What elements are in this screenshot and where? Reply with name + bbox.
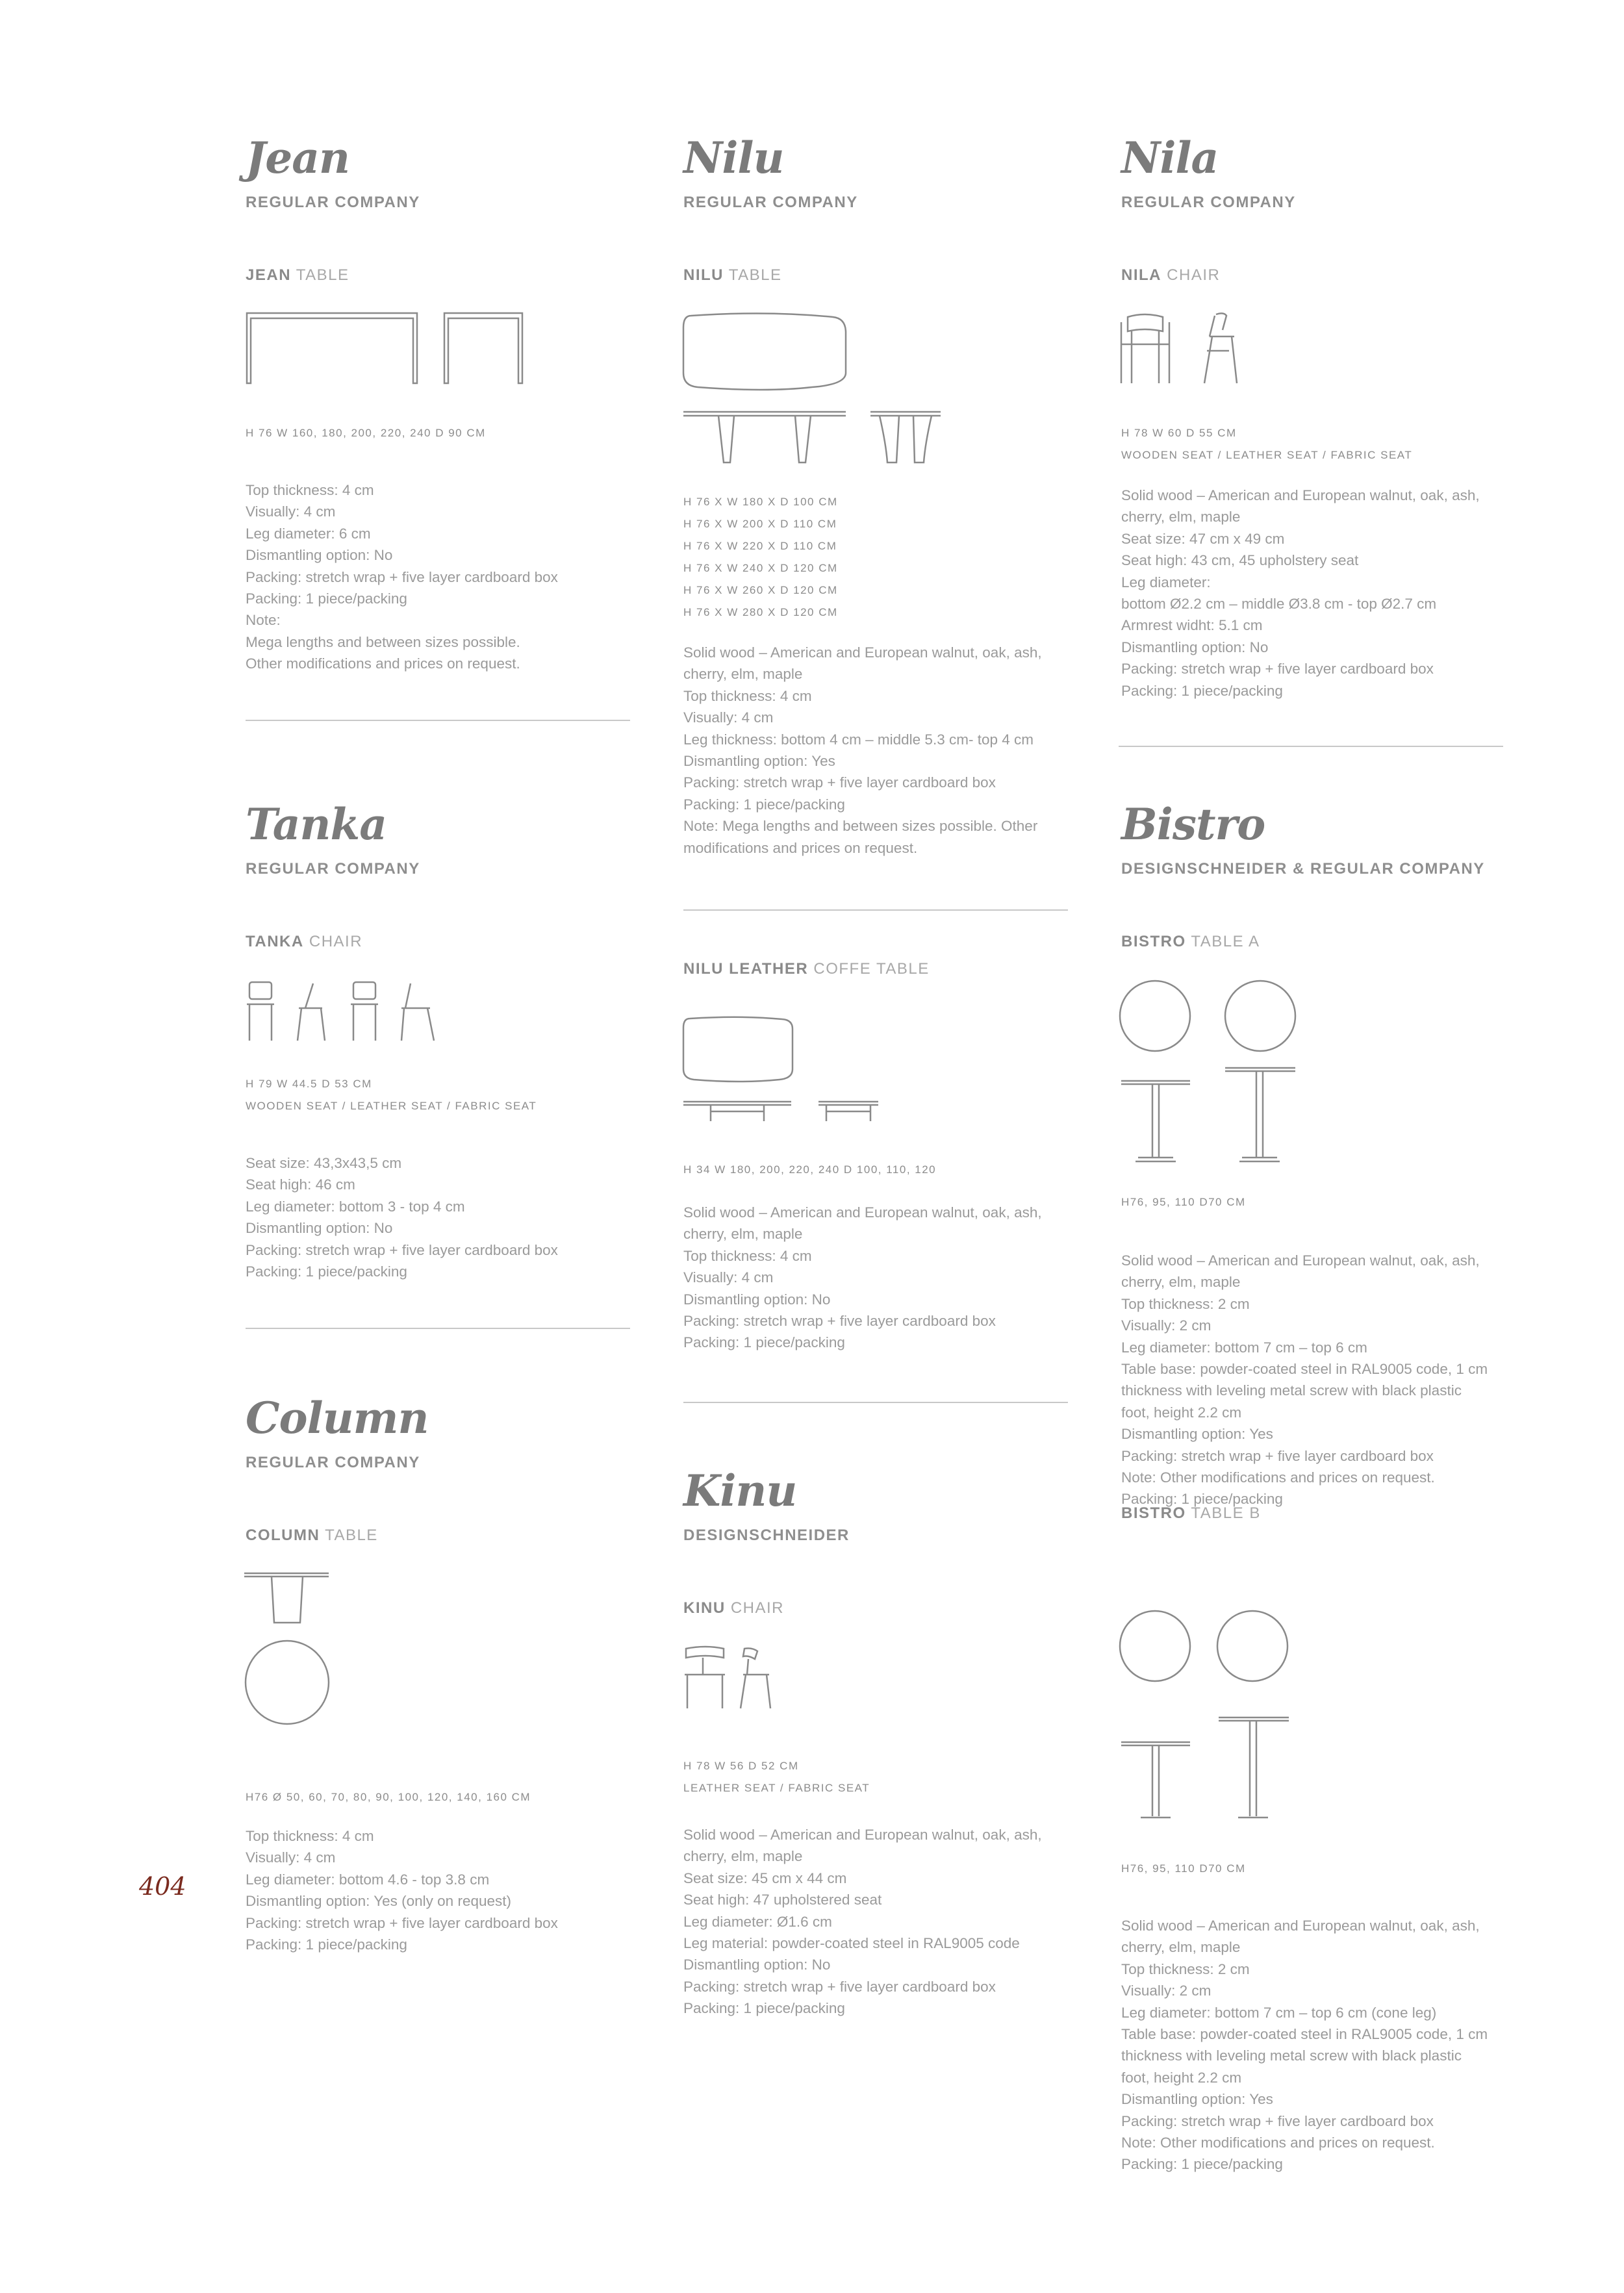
spec-line: Visually: 2 cm bbox=[1121, 1983, 1212, 1999]
spec-line: Packing: 1 piece/packing bbox=[1121, 682, 1283, 699]
dims-line: H 76 X W 280 X D 120 CM bbox=[683, 606, 838, 618]
spec-line: Top thickness: 4 cm bbox=[246, 1828, 374, 1844]
column-company: REGULAR COMPANY bbox=[246, 1454, 420, 1471]
bistro-table-a-drawing bbox=[1119, 980, 1313, 1164]
bistro-b-dims: H76, 95, 110 D70 CM bbox=[1121, 1862, 1246, 1875]
nila-product-name: NILA bbox=[1121, 266, 1161, 284]
spec-line: Table base: powder-coated steel in RAL9005 code, 1 cm bbox=[1121, 2026, 1488, 2043]
spec-line: Note: Mega lengths and between sizes possible. Other bbox=[683, 818, 1038, 835]
spec-line: modifications and prices on request. bbox=[683, 839, 918, 856]
tanka-product-type: CHAIR bbox=[303, 933, 363, 950]
nilu-leather-dims: H 34 W 180, 200, 220, 240 D 100, 110, 120 bbox=[683, 1163, 937, 1176]
kinu-title: Kinu bbox=[683, 1465, 797, 1516]
column-product-label bbox=[246, 1527, 635, 1545]
dims-line: H 76 X W 200 X D 110 CM bbox=[683, 518, 837, 530]
spec-line: Dismantling option: Yes (only on request) bbox=[246, 1893, 511, 1910]
jean-specs bbox=[246, 479, 635, 675]
spec-line: Other modifications and prices on request. bbox=[246, 655, 520, 672]
spec-line: Armrest widht: 5.1 cm bbox=[1121, 617, 1263, 634]
spec-line: Top thickness: 2 cm bbox=[1121, 1960, 1250, 1977]
nilu-product-name: NILU bbox=[683, 266, 724, 284]
nila-chair-drawing bbox=[1119, 312, 1268, 385]
spec-line: Solid wood – American and European walnut, oak, ash, bbox=[1121, 1918, 1480, 1934]
nila-product-type: CHAIR bbox=[1161, 266, 1221, 284]
dims-line: H 79 W 44.5 D 53 CM bbox=[246, 1078, 372, 1090]
spec-line: Seat high: 46 cm bbox=[246, 1176, 355, 1193]
dims-line: H 76 X W 180 X D 100 CM bbox=[683, 496, 838, 508]
spec-line: Packing: 1 piece/packing bbox=[1121, 2156, 1283, 2173]
nilu-leather-product-type: COFFE TABLE bbox=[808, 960, 930, 978]
spec-line: Packing: stretch wrap + five layer cardboard box bbox=[683, 1313, 996, 1330]
spec-line: Top thickness: 4 cm bbox=[683, 1247, 812, 1264]
dims-line: H 78 W 56 D 52 CM bbox=[683, 1760, 799, 1772]
bistro-table-b-drawing bbox=[1119, 1610, 1313, 1833]
spec-line: Packing: 1 piece/packing bbox=[1121, 1491, 1283, 1508]
nilu-dims bbox=[683, 491, 838, 624]
spec-line: Packing: stretch wrap + five layer cardboard box bbox=[1121, 2112, 1434, 2129]
tanka-specs bbox=[246, 1152, 635, 1282]
spec-line: Leg diameter: Ø1.6 cm bbox=[683, 1913, 832, 1930]
spec-line: bottom Ø2.2 cm – middle Ø3.8 cm - top Ø2.7 cm bbox=[1121, 596, 1437, 613]
spec-line: Visually: 4 cm bbox=[246, 503, 336, 520]
spec-line: Table base: powder-coated steel in RAL9005 code, 1 cm bbox=[1121, 1361, 1488, 1378]
spec-line: Leg diameter: bottom 3 - top 4 cm bbox=[246, 1198, 465, 1215]
spec-line: Leg diameter: bottom 4.6 - top 3.8 cm bbox=[246, 1871, 490, 1888]
divider-rule bbox=[683, 1402, 1068, 1403]
spec-line: Leg thickness: bottom 4 cm – middle 5.3 cm- top 4 cm bbox=[683, 731, 1034, 748]
spec-line: cherry, elm, maple bbox=[683, 1848, 803, 1865]
spec-line: Leg material: powder-coated steel in RAL9005 code bbox=[683, 1935, 1020, 1952]
nilu-product-label bbox=[683, 266, 1073, 285]
spec-line: foot, height 2.2 cm bbox=[1121, 1404, 1242, 1421]
nilu-leather-product-label bbox=[683, 960, 1073, 978]
spec-line: Solid wood – American and European walnut, oak, ash, bbox=[1121, 487, 1480, 503]
spec-line: Dismantling option: No bbox=[683, 1957, 831, 1973]
dims-line: LEATHER SEAT / FABRIC SEAT bbox=[683, 1782, 870, 1794]
nilu-product-type: TABLE bbox=[724, 266, 782, 284]
spec-line: Dismantling option: No bbox=[1121, 639, 1269, 655]
spec-line: cherry, elm, maple bbox=[1121, 1939, 1241, 1956]
spec-line: Seat size: 45 cm x 44 cm bbox=[683, 1869, 847, 1886]
bistro-a-product-name: BISTRO bbox=[1121, 933, 1186, 950]
bistro-a-specs bbox=[1121, 1250, 1537, 1510]
spec-line: Dismantling option: Yes bbox=[1121, 1426, 1273, 1443]
spec-line: cherry, elm, maple bbox=[1121, 1274, 1241, 1291]
spec-line: Visually: 4 cm bbox=[683, 709, 774, 726]
tanka-product-label bbox=[246, 933, 635, 951]
divider-rule bbox=[246, 720, 630, 721]
nilu-leather-specs bbox=[683, 1202, 1099, 1354]
kinu-chair-drawing bbox=[683, 1646, 826, 1711]
jean-product-name: JEAN bbox=[246, 266, 292, 284]
spec-line: Packing: 1 piece/packing bbox=[683, 1334, 845, 1351]
spec-line: Dismantling option: No bbox=[683, 1291, 831, 1308]
spec-line: foot, height 2.2 cm bbox=[1121, 2069, 1242, 2086]
spec-line: Leg diameter: bottom 7 cm – top 6 cm bbox=[1121, 1339, 1367, 1356]
bistro-b-product-label bbox=[1121, 1504, 1261, 1523]
kinu-company: DESIGNSCHNEIDER bbox=[683, 1527, 850, 1544]
spec-line: Top thickness: 4 cm bbox=[246, 482, 374, 498]
kinu-dims bbox=[683, 1755, 870, 1799]
kinu-product-name: KINU bbox=[683, 1599, 726, 1617]
spec-line: Note: Other modifications and prices on request. bbox=[1121, 2135, 1435, 2151]
column-table-drawing bbox=[242, 1571, 339, 1727]
jean-dims: H 76 W 160, 180, 200, 220, 240 D 90 CM bbox=[246, 427, 486, 439]
spec-line: cherry, elm, maple bbox=[683, 1226, 803, 1243]
nila-title: Nila bbox=[1121, 133, 1219, 183]
dims-line: H 76 X W 260 X D 120 CM bbox=[683, 584, 838, 596]
spec-line: Leg diameter: bbox=[1121, 574, 1211, 590]
divider-rule bbox=[246, 1328, 630, 1329]
bistro-a-product-label bbox=[1121, 933, 1511, 951]
spec-line: Note: Other modifications and prices on request. bbox=[1121, 1469, 1435, 1486]
dims-line: WOODEN SEAT / LEATHER SEAT / FABRIC SEAT bbox=[1121, 449, 1413, 461]
kinu-product-type: CHAIR bbox=[725, 1599, 785, 1617]
spec-line: Packing: stretch wrap + five layer cardboard box bbox=[246, 1914, 558, 1931]
spec-line: Solid wood – American and European walnut, oak, ash, bbox=[1121, 1252, 1480, 1269]
spec-line: Packing: stretch wrap + five layer cardboard box bbox=[1121, 661, 1434, 678]
spec-line: Packing: stretch wrap + five layer cardboard box bbox=[246, 568, 558, 585]
spec-line: Dismantling option: Yes bbox=[683, 753, 835, 770]
entry-nilu bbox=[683, 133, 1073, 285]
dims-line: H 76 X W 240 X D 120 CM bbox=[683, 562, 838, 574]
bistro-company: DESIGNSCHNEIDER & REGULAR COMPANY bbox=[1121, 860, 1485, 878]
column-specs bbox=[246, 1825, 635, 1955]
spec-line: thickness with leveling metal screw with black plastic bbox=[1121, 1382, 1462, 1399]
nila-dims bbox=[1121, 422, 1412, 466]
entry-kinu bbox=[683, 1465, 1073, 1617]
nila-company: REGULAR COMPANY bbox=[1121, 194, 1296, 211]
spec-line: cherry, elm, maple bbox=[1121, 509, 1241, 526]
column-dims: H76 Ø 50, 60, 70, 80, 90, 100, 120, 140, 160 CM bbox=[246, 1791, 531, 1803]
spec-line: Packing: stretch wrap + five layer cardboard box bbox=[246, 1241, 558, 1258]
spec-line: Dismantling option: Yes bbox=[1121, 2091, 1273, 2108]
entry-tanka bbox=[246, 799, 635, 951]
spec-line: Packing: 1 piece/packing bbox=[246, 1263, 407, 1280]
spec-line: Note: bbox=[246, 612, 281, 629]
entry-bistro bbox=[1121, 799, 1511, 951]
dims-line: H 76 X W 220 X D 110 CM bbox=[683, 540, 837, 552]
spec-line: Dismantling option: No bbox=[246, 1220, 393, 1237]
jean-product-type: TABLE bbox=[291, 266, 349, 284]
spec-line: Leg diameter: bottom 7 cm – top 6 cm (cone leg) bbox=[1121, 2004, 1437, 2021]
spec-line: Seat size: 43,3x43,5 cm bbox=[246, 1155, 402, 1171]
kinu-product-label bbox=[683, 1599, 1073, 1617]
entry-nila bbox=[1121, 133, 1511, 285]
spec-line: Dismantling option: No bbox=[246, 547, 393, 564]
bistro-title: Bistro bbox=[1121, 799, 1265, 850]
nilu-specs bbox=[683, 642, 1099, 859]
jean-product-label bbox=[246, 266, 635, 285]
spec-line: Top thickness: 4 cm bbox=[683, 687, 812, 704]
spec-line: Packing: stretch wrap + five layer cardboard box bbox=[1121, 1447, 1434, 1464]
column-product-name: COLUMN bbox=[246, 1527, 320, 1544]
column-title: Column bbox=[246, 1393, 429, 1443]
tanka-company: REGULAR COMPANY bbox=[246, 860, 420, 878]
spec-line: Visually: 4 cm bbox=[683, 1269, 774, 1286]
spec-line: Packing: 1 piece/packing bbox=[683, 2000, 845, 2017]
spec-line: Solid wood – American and European walnut, oak, ash, bbox=[683, 644, 1042, 661]
nila-specs bbox=[1121, 485, 1537, 702]
spec-line: cherry, elm, maple bbox=[683, 666, 803, 683]
spec-line: Solid wood – American and European walnut, oak, ash, bbox=[683, 1827, 1042, 1843]
nilu-leather-coffee-table-drawing bbox=[682, 1017, 890, 1128]
spec-line: Solid wood – American and European walnut, oak, ash, bbox=[683, 1204, 1042, 1221]
bistro-a-product-type: TABLE A bbox=[1186, 933, 1260, 950]
entry-nilu-leather bbox=[683, 906, 1073, 978]
spec-line: Packing: 1 piece/packing bbox=[246, 1936, 407, 1953]
entry-column bbox=[246, 1393, 635, 1545]
spec-line: Packing: 1 piece/packing bbox=[683, 796, 845, 813]
page-number: 404 bbox=[139, 1872, 186, 1901]
spec-line: Seat high: 43 cm, 45 upholstery seat bbox=[1121, 552, 1359, 569]
nilu-leather-product-name: NILU LEATHER bbox=[683, 960, 809, 978]
nilu-table-drawing bbox=[682, 314, 955, 466]
spec-line: Visually: 2 cm bbox=[1121, 1317, 1212, 1334]
tanka-title: Tanka bbox=[246, 799, 387, 850]
divider-rule bbox=[1119, 746, 1503, 747]
bistro-b-product-type: TABLE B bbox=[1186, 1504, 1261, 1522]
dims-line: H 78 W 60 D 55 CM bbox=[1121, 427, 1237, 439]
tanka-product-name: TANKA bbox=[246, 933, 304, 950]
spec-line: Leg diameter: 6 cm bbox=[246, 525, 371, 542]
dims-line: WOODEN SEAT / LEATHER SEAT / FABRIC SEAT bbox=[246, 1100, 537, 1112]
spec-line: Visually: 4 cm bbox=[246, 1849, 336, 1866]
bistro-a-dims: H76, 95, 110 D70 CM bbox=[1121, 1196, 1246, 1208]
kinu-specs bbox=[683, 1824, 1099, 2020]
spec-line: thickness with leveling metal screw with black plastic bbox=[1121, 2047, 1462, 2064]
spec-line: Top thickness: 2 cm bbox=[1121, 1295, 1250, 1312]
spec-line: Packing: stretch wrap + five layer cardboard box bbox=[683, 774, 996, 791]
spec-line: Packing: stretch wrap + five layer cardboard box bbox=[683, 1978, 996, 1995]
spec-line: Seat size: 47 cm x 49 cm bbox=[1121, 530, 1285, 547]
tanka-dims bbox=[246, 1073, 537, 1117]
tanka-chair-drawing bbox=[246, 982, 453, 1042]
jean-title: Jean bbox=[246, 133, 349, 183]
jean-table-drawing bbox=[246, 313, 531, 386]
spec-line: Mega lengths and between sizes possible. bbox=[246, 633, 520, 650]
spec-line: Packing: 1 piece/packing bbox=[246, 590, 407, 607]
column-product-type: TABLE bbox=[320, 1527, 378, 1544]
spec-line: Seat high: 47 upholstered seat bbox=[683, 1892, 882, 1908]
jean-company: REGULAR COMPANY bbox=[246, 194, 420, 211]
bistro-b-product-name: BISTRO bbox=[1121, 1504, 1186, 1522]
bistro-b-specs bbox=[1121, 1915, 1537, 2175]
nilu-title: Nilu bbox=[683, 133, 784, 183]
nilu-company: REGULAR COMPANY bbox=[683, 194, 858, 211]
nila-product-label bbox=[1121, 266, 1511, 285]
entry-jean bbox=[246, 133, 635, 285]
